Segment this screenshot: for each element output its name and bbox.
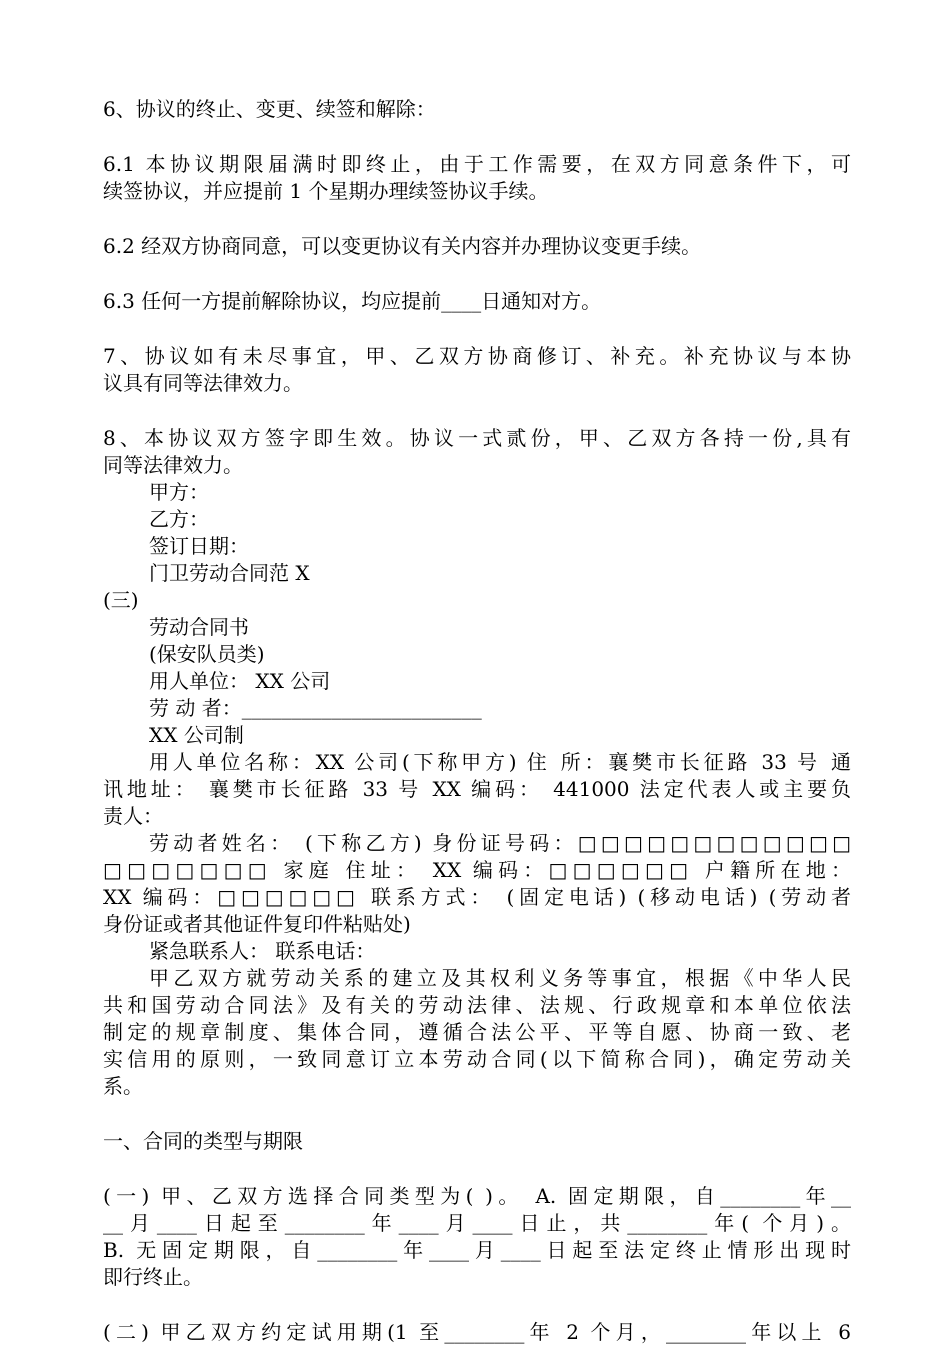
- employer-info: 用人单位名称：XX 公司(下称甲方) 住 所：襄樊市长征路 33 号 通 讯地址： 襄樊市长征路 33 号 XX 编码： 441000 法定代表人或主要负 责人：: [103, 750, 851, 828]
- section-6-2: 6.2 经双方协商同意，可以变更协议有关内容并办理协议变更手续。: [103, 234, 702, 258]
- employer-line: 用人单位： XX 公司: [149, 669, 331, 693]
- document-page: [103, 96, 851, 1346]
- chapter-1-title: 一、合同的类型与期限: [103, 1129, 303, 1153]
- worker-info: 劳动者姓名： (下称乙方) 身份证号码：□□□□□□□□□□□□ □□□□□□□ 家庭 住址： XX 编码：□□□□□□ 户籍所在地： XX 编码：□□□□□□ 联系方式： (固定电话) (移动电话) (劳动者 身份证或者其他证件复印件粘贴处): [103, 831, 851, 936]
- template-title: 门卫劳动合同范 X: [149, 561, 310, 585]
- contract-title: 劳动合同书: [149, 615, 249, 639]
- section-6-1: 6.1 本协议期限届满时即终止，由于工作需要，在双方同意条件下，可 续签协议，并应提前 1 个星期办理续签协议手续。: [103, 152, 851, 203]
- section-7: 7、协议如有未尽事宜，甲、乙双方协商修订、补充。补充协议与本协 议具有同等法律效力。: [103, 344, 851, 395]
- party-a-label: 甲方：: [149, 480, 209, 504]
- section-6-3: 6.3 任何一方提前解除协议，均应提前____日通知对方。: [103, 289, 602, 313]
- section-6-title: 6、协议的终止、变更、续签和解除：: [103, 97, 436, 121]
- party-b-label: 乙方：: [149, 507, 209, 531]
- worker-line: 劳 动 者：________________________: [149, 696, 482, 720]
- section-8: 8、本协议双方签字即生效。协议一式贰份，甲、乙双方各持一份,具有 同等法律效力。: [103, 426, 851, 477]
- sign-date-label: 签订日期：: [149, 534, 249, 558]
- preamble: 甲乙双方就劳动关系的建立及其权利义务等事宜，根据《中华人民 共和国劳动合同法》及有关的劳动法律、法规、行政规章和本单位依法 制定的规章制度、集体合同，遵循合法公平、平等自愿、协商一致、老 实信用的原则，一致同意订立本劳动合同(以下简称合同)，确定劳动关 系。: [103, 966, 851, 1098]
- chapter-1-item-1: (一) 甲、乙双方选择合同类型为( )。 A. 固定期限，自________年__ __月____日起至________年____月____日止，共________年( 个月)。 B. 无固定期限，自________年____月____日起至法定终止情形出现时 即行终止。: [103, 1184, 851, 1289]
- made-by-line: XX 公司制: [149, 723, 244, 747]
- signature-block: [103, 479, 851, 587]
- contract-subtitle: (保安队员类): [149, 642, 265, 666]
- chapter-1-item-2: (二) 甲乙双方约定试用期(1 至________年 2 个月，________年以上 6: [103, 1320, 851, 1344]
- part-3-label: (三): [103, 588, 139, 612]
- emergency-contact: 紧急联系人： 联系电话：: [149, 939, 376, 963]
